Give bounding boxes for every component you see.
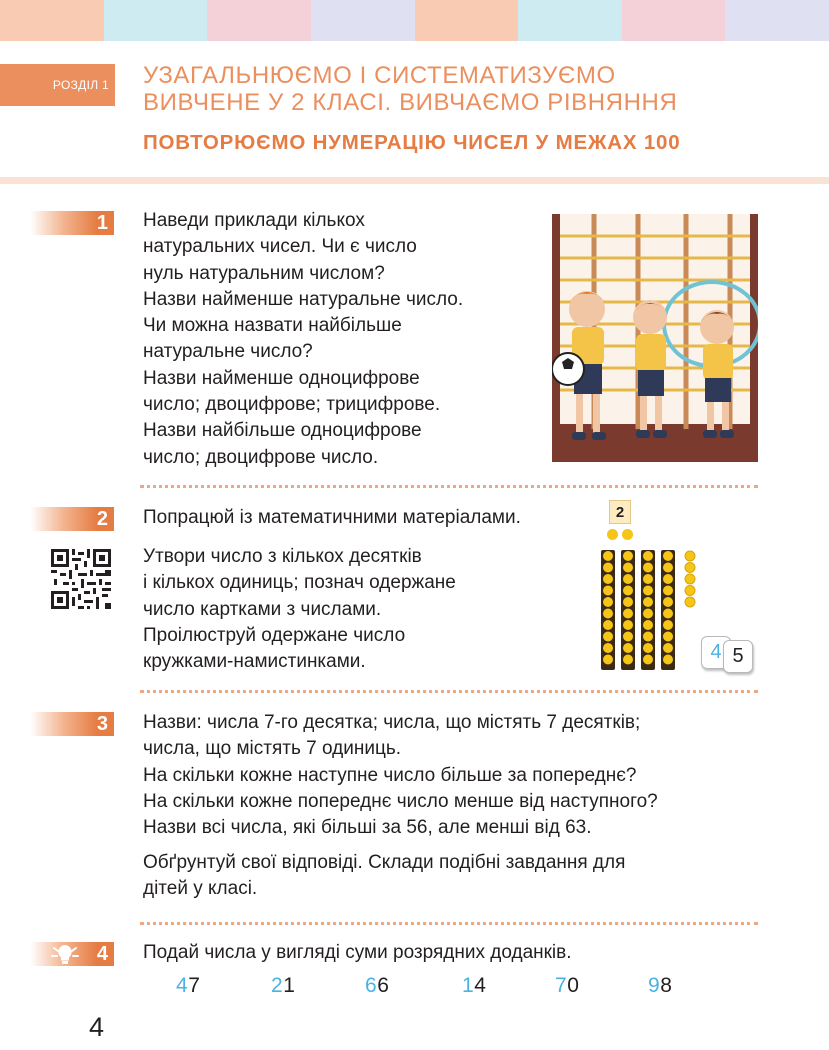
text-line: натуральних чисел. Чи є число — [143, 236, 417, 258]
ones-digit: 0 — [567, 974, 580, 997]
tens-bead — [603, 563, 613, 573]
ones-bead — [685, 551, 695, 561]
tens-bead — [603, 586, 613, 596]
children-gym-illustration — [552, 214, 758, 462]
color-block — [0, 0, 104, 41]
task-1-text — [143, 208, 543, 471]
text-line: кружками-намистинками. — [143, 651, 366, 673]
text-line: Утвори число з кількох десятків — [143, 546, 422, 567]
number-item — [462, 974, 486, 998]
ones-digit: 7 — [188, 974, 201, 997]
ones-digit: 6 — [377, 974, 390, 997]
text-line: число; двоцифрове число. — [143, 446, 379, 468]
color-block — [725, 0, 829, 41]
ones-bead — [685, 563, 695, 573]
ones-digit: 1 — [283, 974, 296, 997]
text-line: Проілюструй одержане число — [143, 624, 406, 646]
tens-bead — [643, 597, 653, 607]
tens-bead — [603, 597, 613, 607]
tens-bead — [643, 643, 653, 653]
tens-bead — [663, 632, 673, 642]
tens-bead — [643, 563, 653, 573]
tens-bead — [623, 551, 633, 561]
tens-digit: 4 — [176, 974, 189, 997]
tens-bead — [663, 597, 673, 607]
tens-digit: 9 — [648, 974, 661, 997]
text-line: нуль натуральним числом? — [143, 262, 385, 284]
number-card-ones: 5 — [723, 640, 753, 673]
tens-bead — [603, 643, 613, 653]
tens-bead — [643, 655, 653, 665]
number-item — [555, 974, 579, 998]
tens-bead — [603, 574, 613, 584]
tens-bead — [663, 574, 673, 584]
topic-title: ПОВТОРЮЄМО НУМЕРАЦІЮ ЧИСЕЛ У МЕЖАХ 100 — [143, 131, 681, 154]
text-line: Назви найбільше одноцифрове — [143, 420, 422, 442]
tens-bead — [623, 586, 633, 596]
tens-bead — [643, 586, 653, 596]
text-line: число; двоцифрове; трицифрове. — [143, 394, 441, 416]
color-block — [104, 0, 208, 41]
tens-bead — [643, 620, 653, 630]
text-line: На скільки кожне попереднє число менше від наступного? — [143, 790, 658, 812]
tens-bead — [623, 609, 633, 619]
tens-bead — [603, 655, 613, 665]
text-line: Назви всі числа, які більші за 56, але менші від 63. — [143, 817, 592, 839]
task-number-2: 2 — [30, 507, 114, 531]
text-line: числа, що містять 7 одиниць. — [143, 738, 402, 760]
tens-bead — [643, 574, 653, 584]
color-block — [518, 0, 622, 41]
number-item — [271, 974, 295, 998]
color-block — [622, 0, 726, 41]
tens-bead — [663, 620, 673, 630]
tens-bead — [623, 632, 633, 642]
tens-bead — [623, 655, 633, 665]
ones-bead — [685, 597, 695, 607]
header-divider — [0, 177, 829, 184]
number-card-tens: 4 — [701, 636, 731, 669]
qr-code — [51, 549, 111, 609]
text-line: натуральне число? — [143, 341, 313, 363]
text-line: На скільки кожне наступне число більше за попереднє? — [143, 764, 637, 786]
color-block — [207, 0, 311, 41]
tens-bead — [643, 609, 653, 619]
text-line: число картками з числами. — [143, 598, 382, 620]
task-4-text: Подай числа у вигляді суми розрядних доданків. — [143, 942, 572, 963]
tens-bead — [623, 597, 633, 607]
tens-bead — [643, 632, 653, 642]
tens-bead — [663, 551, 673, 561]
ones-bead — [685, 586, 695, 596]
task-3-extra — [143, 850, 763, 903]
page-number: 4 — [89, 1012, 105, 1042]
text-line: Назви: числа 7-го десятка; числа, що містять 7 десятків; — [143, 712, 641, 733]
tens-digit: 2 — [271, 974, 284, 997]
tens-bead — [663, 563, 673, 573]
number-list — [176, 974, 736, 1004]
ones-digit: 8 — [660, 974, 673, 997]
text-line: Чи можна назвати найбільше — [143, 315, 402, 337]
tens-bead — [623, 563, 633, 573]
text-line: Обґрунтуй свої відповіді. Склади подібні завдання для — [143, 852, 626, 873]
color-block — [311, 0, 415, 41]
task-number-3: 3 — [30, 712, 114, 736]
tens-digit: 6 — [365, 974, 378, 997]
chapter-title-line: ВИВЧЕНЕ У 2 КЛАСІ. ВИВЧАЄМО РІВНЯННЯ — [143, 89, 678, 116]
task-2-text — [143, 544, 583, 675]
dotted-separator — [140, 690, 758, 693]
number-item — [365, 974, 389, 998]
material-dot — [622, 529, 633, 540]
tens-bead — [663, 643, 673, 653]
chapter-title — [143, 62, 783, 116]
tens-digit: 7 — [555, 974, 568, 997]
tens-bead — [663, 609, 673, 619]
task-number-4: 4 — [30, 942, 114, 966]
text-line: Назви найменше одноцифрове — [143, 367, 420, 389]
ones-bead — [685, 574, 695, 584]
chapter-title-line: УЗАГАЛЬНЮЄМО І СИСТЕМАТИЗУЄМО — [143, 62, 616, 89]
material-dot — [607, 529, 618, 540]
ones-digit: 4 — [474, 974, 487, 997]
tens-bead — [623, 620, 633, 630]
tens-digit: 1 — [462, 974, 475, 997]
tens-bead — [623, 574, 633, 584]
text-line: Назви найменше натуральне число. — [143, 288, 464, 310]
lightbulb-icon — [50, 942, 80, 966]
text-line: Наведи приклади кількох — [143, 210, 365, 231]
tens-bead — [663, 586, 673, 596]
color-block — [415, 0, 519, 41]
tens-bead — [623, 643, 633, 653]
dotted-separator — [140, 485, 758, 488]
task-2-intro: Попрацюй із математичними матеріалами. — [143, 507, 521, 528]
text-line: і кількох одиниць; познач одержане — [143, 572, 456, 594]
text-line: дітей у класі. — [143, 878, 258, 900]
tens-bead — [603, 620, 613, 630]
tens-bead — [643, 551, 653, 561]
task-number-1: 1 — [30, 211, 114, 235]
number-item — [176, 974, 200, 998]
tens-bead — [603, 551, 613, 561]
section-label: РОЗДІЛ 1 — [0, 64, 115, 106]
number-item — [648, 974, 672, 998]
beads-model — [600, 548, 700, 672]
task-3-text — [143, 710, 763, 841]
material-card: 2 — [609, 500, 631, 524]
tens-bead — [603, 632, 613, 642]
tens-bead — [603, 609, 613, 619]
tens-bead — [663, 655, 673, 665]
header-color-strip — [0, 0, 829, 41]
dotted-separator — [140, 922, 758, 925]
